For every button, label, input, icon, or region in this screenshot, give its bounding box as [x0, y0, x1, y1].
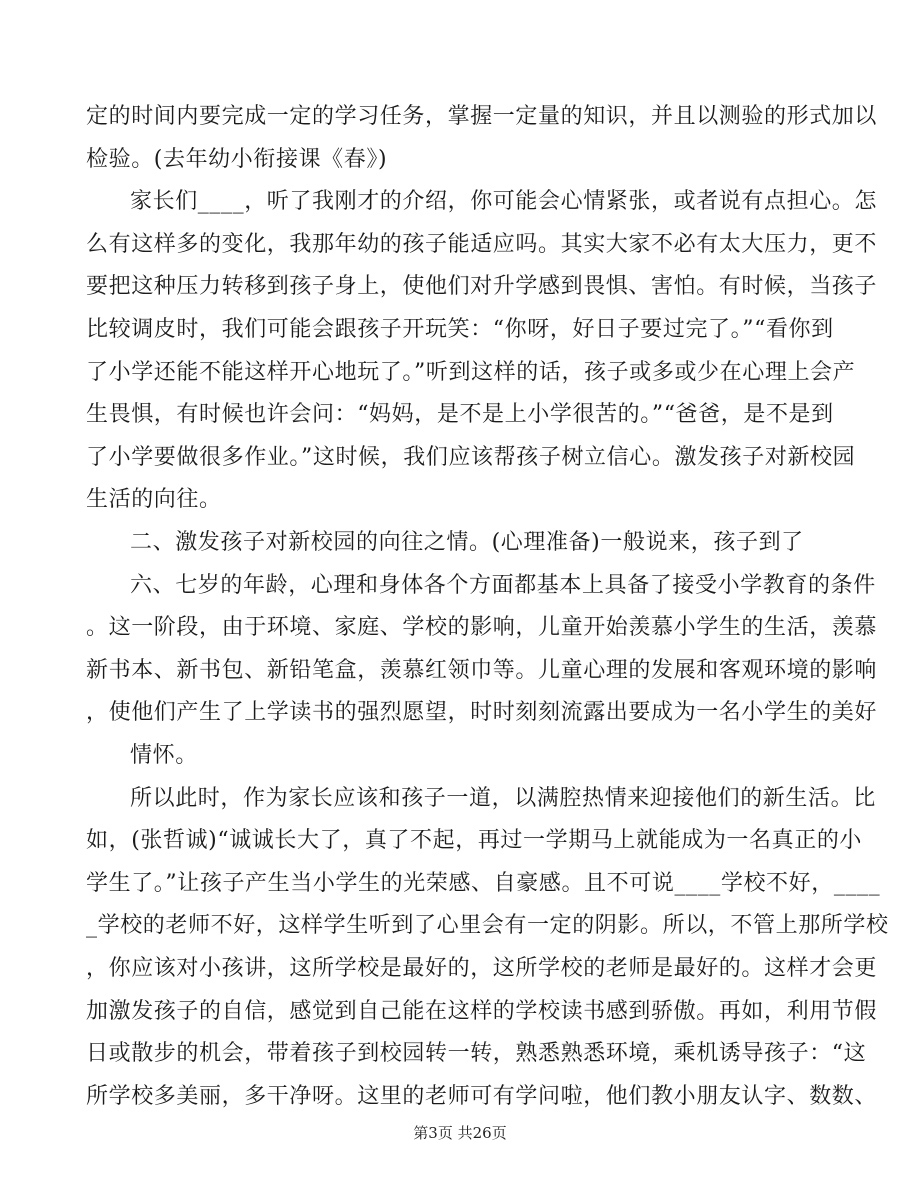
text-line: 日或散步的机会，带着孩子到校园转一转，熟悉熟悉环境，乘机诱导孩子：“这: [86, 1041, 867, 1067]
text-line: 比较调皮时，我们可能会跟孩子开玩笑：“你呀，好日子要过完了。”“看你到: [86, 317, 834, 342]
text-line: 要把这种压力转移到孩子身上，使他们对升学感到畏惧、害怕。有时候，当孩子: [86, 274, 878, 300]
section-heading-line: 二、激发孩子对新校园的向往之情。(心理准备)一般说来，孩子到了: [130, 530, 804, 555]
text-line: 检验。(去年幼小衔接课《春》): [86, 146, 388, 172]
paragraph-start-line: 六、七岁的年龄，心理和身体各个方面都基本上具备了接受小学教育的条件: [130, 572, 876, 598]
text-line: ，使他们产生了上学读书的强烈愿望，时时刻刻流露出要成为一名小学生的美好: [86, 700, 878, 726]
paragraph-start-line: 家长们____，听了我刚才的介绍，你可能会心情紧张，或者说有点担心。怎: [130, 189, 878, 215]
text-line: 情怀。: [130, 743, 198, 768]
text-line: 么有这样多的变化，我那年幼的孩子能适应吗。其实大家不必有太大压力，更不: [86, 231, 878, 257]
text-line: 了小学要做很多作业。”这时候，我们应该帮孩子树立信心。激发孩子对新校园: [86, 444, 856, 470]
text-line: 如，(张哲诚)“诚诚长大了，真了不起，再过一学期马上就能成为一名真正的小: [86, 828, 863, 854]
text-line: 学生了。”让孩子产生当小学生的光荣感、自豪感。且不可说____学校不好，____: [86, 870, 881, 896]
text-line: 定的时间内要完成一定的学习任务，掌握一定量的知识，并且以测验的形式加以: [86, 104, 878, 129]
paragraph-start-line: 所以此时，作为家长应该和孩子一道，以满腔热情来迎接他们的新生活。比: [130, 785, 876, 811]
text-line: 生畏惧，有时候也许会问：“妈妈，是不是上小学很苦的。”“爸爸，是不是到: [86, 402, 834, 428]
text-line: ，你应该对小孩讲，这所学校是最好的，这所学校的老师是最好的。这样才会更: [86, 956, 878, 981]
text-line: 生活的向往。: [86, 487, 222, 513]
page-number-footer: 第3页 共26页: [413, 1124, 507, 1142]
text-line: 所学校多美丽，多干净呀。这里的老师可有学问啦，他们教小朋友认字、数数、: [86, 1083, 878, 1109]
text-line: 。这一阶段，由于环境、家庭、学校的影响，儿童开始羡慕小学生的生活，羡慕: [86, 615, 878, 641]
text-line: 新书本、新书包、新铅笔盒，羡慕红领巾等。儿童心理的发展和客观环境的影响: [86, 657, 878, 683]
text-line: 加激发孩子的自信，感觉到自己能在这样的学校读书感到骄傲。再如，利用节假: [86, 998, 878, 1024]
text-line: _学校的老师不好，这样学生听到了心里会有一定的阴影。所以，不管上那所学校: [86, 913, 889, 939]
text-line: 了小学还能不能这样开心地玩了。”听到这样的话，孩子或多或少在心理上会产: [86, 359, 856, 385]
